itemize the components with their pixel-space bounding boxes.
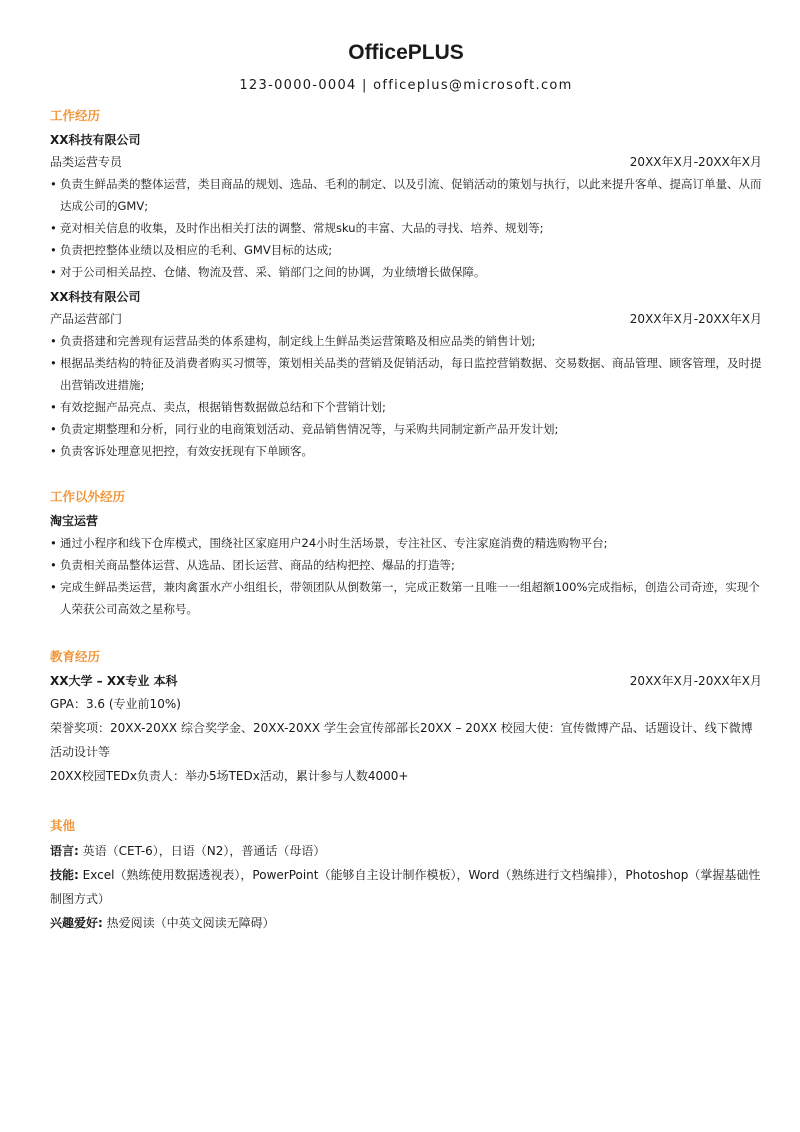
list-item: • 负责生鲜品类的整体运营，类目商品的规划、选品、毛利的制定、以及引流、促销活动的策划与执行，以此来提升客单、提高订单量、从而达成公司的GMV;	[50, 173, 762, 217]
list-item: • 负责定期整理和分析，同行业的电商策划活动、竞品销售情况等，与采购共同制定新产品开发计划;	[50, 418, 762, 440]
education-honors: 荣誉奖项：20XX-20XX 综合奖学金、20XX-20XX 学生会宣传部部长20XX – 20XX 校园大使：宣传微博产品、话题设计、线下微博活动设计等	[50, 721, 753, 759]
education-meta	[50, 670, 762, 692]
job-1-meta	[50, 151, 762, 173]
section-title-work: 工作经历	[50, 108, 101, 123]
education-gpa: GPA：3.6 (专业前10%)	[50, 697, 181, 711]
resume-name: OfficePLUS	[348, 41, 464, 64]
other-hobby	[50, 911, 762, 935]
education-tedx: 20XX校园TEDx负责人：举办5场TEDx活动，累计参与人数4000+	[50, 769, 409, 783]
list-item: • 通过小程序和线下仓库模式，围绕社区家庭用户24小时生活场景，专注社区、专注家庭消费的精选购物平台;	[50, 532, 762, 554]
language-label: 语言:	[50, 844, 79, 858]
skills-label: 技能:	[50, 868, 79, 882]
other-language	[50, 839, 762, 863]
list-item: • 有效挖掘产品亮点、卖点，根据销售数据做总结和下个营销计划;	[50, 396, 762, 418]
list-item: • 负责相关商品整体运营、从选品、团长运营、商品的结构把控、爆品的打造等;	[50, 554, 762, 576]
list-item: • 负责客诉处理意见把控，有效安抚现有下单顾客。	[50, 440, 762, 462]
job-2-bullets	[50, 330, 762, 462]
hobby-value: 热爱阅读（中英文阅读无障碍）	[102, 916, 275, 930]
section-title-other-experience: 工作以外经历	[50, 489, 126, 504]
list-item: • 对于公司相关品控、仓储、物流及营、采、销部门之间的协调，为业绩增长做保障。	[50, 261, 762, 283]
list-item: • 竞对相关信息的收集，及时作出相关打法的调整、常规sku的丰富、大品的寻找、培养、规划等;	[50, 217, 762, 239]
list-item: • 完成生鲜品类运营，兼肉禽蛋水产小组组长，带领团队从倒数第一，完成正数第一且唯一一组超额100%完成指标，创造公司奇迹，实现个人荣获公司高效之星称号。	[50, 576, 762, 620]
other-skills	[50, 863, 762, 911]
section-title-other: 其他	[50, 818, 76, 833]
job-2-meta	[50, 308, 762, 330]
job-1-bullets	[50, 173, 762, 283]
other-experience-name: 淘宝运营	[50, 514, 99, 528]
list-item: • 根据品类结构的特征及消费者购买习惯等，策划相关品类的营销及促销活动，每日监控营销数据、交易数据、商品管理、顾客管理，及时提出营销改进措施;	[50, 352, 762, 396]
hobby-label: 兴趣爱好:	[50, 916, 103, 930]
section-title-education: 教育经历	[50, 649, 101, 664]
other-experience-bullets	[50, 532, 762, 620]
language-value: 英语（CET-6），日语（N2），普通话（母语）	[78, 844, 326, 858]
contact-info: 123-0000-0004 | officeplus@microsoft.com	[239, 78, 573, 93]
job-2-period: 20XX年X月-20XX年X月	[629, 312, 762, 326]
job-1-role: 品类运营专员	[50, 155, 123, 169]
job-2-role: 产品运营部门	[50, 312, 123, 326]
resume-page	[50, 38, 762, 935]
job-1-company: XX科技有限公司	[50, 133, 141, 147]
list-item: • 负责把控整体业绩以及相应的毛利、GMV目标的达成;	[50, 239, 762, 261]
education-school: XX大学 – XX专业 本科	[50, 674, 178, 688]
education-period: 20XX年X月-20XX年X月	[629, 674, 762, 688]
list-item: • 负责搭建和完善现有运营品类的体系建构，制定线上生鲜品类运营策略及相应品类的销售计划;	[50, 330, 762, 352]
job-2-company: XX科技有限公司	[50, 290, 141, 304]
skills-value: Excel（熟练使用数据透视表），PowerPoint（能够自主设计制作模板），Word（熟练进行文档编排），Photoshop（掌握基础性制图方式）	[50, 868, 761, 906]
job-1-period: 20XX年X月-20XX年X月	[629, 155, 762, 169]
